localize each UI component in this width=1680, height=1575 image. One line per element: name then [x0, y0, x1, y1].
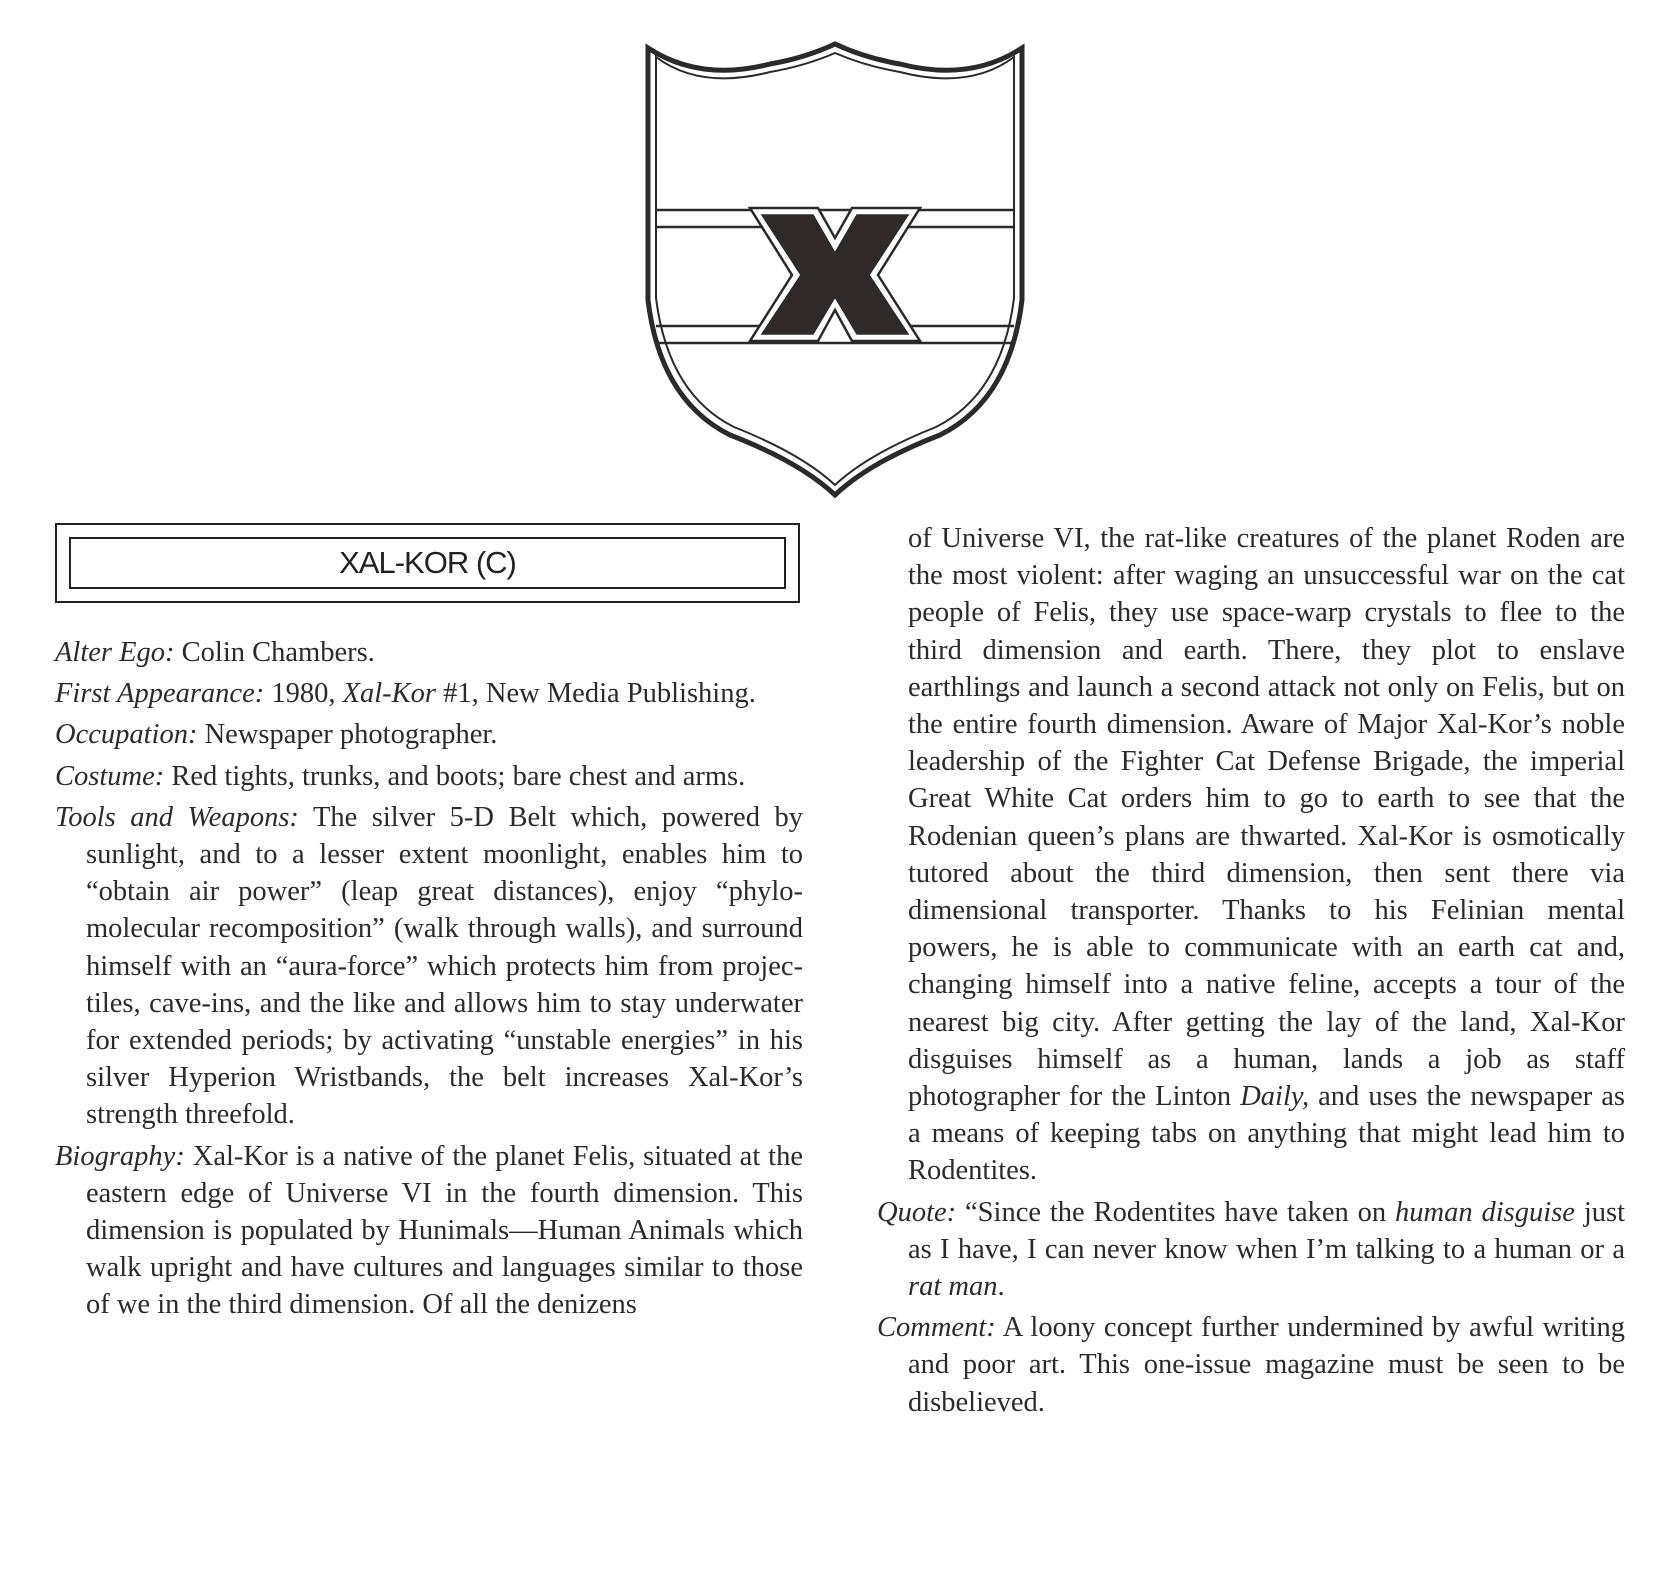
quote-italic-2: rat man [908, 1271, 998, 1303]
comment-value: A loony concept further undermined by awful writing and poor art. This one-issue magazine must be seen to be disbelieved. [908, 1312, 1625, 1418]
biography-text-part2a: of Universe VI, the rat-like creatures of the planet Roden are the most violent: after waging an unsuccessful war on the cat people of Felis, they use space-warp crystals to flee to the third dimension and earth. There, they plot to enslave earthlings and launch a second attack not only on Felis, but on the entire fourth dimension. Aware of Major Xal-Kor’s noble leadership of the Fighter Cat Defense Brigade, the imperial Great White Cat orders him to go to earth to see that the Rodenian queen’s plans are thwarted. Xal-Kor is osmotically tutored about the third dimension, then sent there via dimensional transporter. Thanks to his Felinian mental powers, he is able to communicate with an earth cat and, changing himself into a native feline, accepts a tour of the nearest big city. After getting the lay of the land, Xal-Kor disguises himself as a human, lands a job as staff photographer for the Linton [908, 523, 1625, 1113]
occupation-value: Newspaper photographer. [204, 719, 498, 751]
comment-entry [877, 1309, 1625, 1421]
entry-title: XAL-KOR (C) [69, 537, 786, 589]
alter-ego-label: Alter Ego: [55, 637, 175, 668]
alter-ego-value: Colin Chambers. [181, 637, 375, 668]
biography-text-part1: Xal-Kor is a native of the planet Felis, situated at the eastern edge of Universe VI in the fourth dimension. This dimension is populated by Hunimals—Human Animals which walk upright and have cultures and languages similar to those of we in the third dimension. Of all the denizens [86, 1140, 803, 1321]
biography-continued [877, 520, 1625, 1190]
occupation-entry [55, 716, 803, 753]
title-box [55, 523, 800, 603]
quote-italic-1: human disguise [1395, 1196, 1575, 1228]
biography-entry [55, 1138, 803, 1324]
alter-ego-entry [55, 634, 803, 671]
tools-value: The silver 5-D Belt which, powered by sunlight, and to a lesser extent moonlight, enables him to “obtain air power” (leap great distances), enjoy “phylo-molecular recomposition” (walk through walls), and surround himself with an “aura-force” which protects him from projectiles, cave-ins, and the like and allows him to stay underwater for extended periods; by activating “unstable energies” in his silver Hyperion Wristbands, the belt increases Xal-Kor’s strength threefold. [86, 801, 803, 1131]
first-appearance-entry [55, 675, 803, 712]
quote-label: Quote: [877, 1196, 957, 1228]
comment-label: Comment: [877, 1312, 996, 1344]
costume-entry [55, 758, 803, 795]
tools-label: Tools and Weapons: [55, 801, 299, 833]
biography-text-part2b: and uses the newspaper as a means of keeping tabs on anything that might lead him to Rodentites. [908, 1081, 1626, 1187]
shield-emblem-icon [640, 40, 1030, 500]
biography-label: Biography: [55, 1140, 185, 1172]
first-appearance-year: 1980, [271, 678, 336, 710]
newspaper-name: Daily, [1240, 1081, 1310, 1113]
first-appearance-publisher: #1, New Media Publishing. [443, 678, 756, 710]
first-appearance-label: First Appearance: [55, 678, 265, 710]
quote-entry [877, 1194, 1625, 1306]
quote-text-1: “Since the Rodentites have taken on [965, 1196, 1387, 1228]
costume-label: Costume: [55, 760, 165, 792]
quote-text-3: . [997, 1271, 1005, 1303]
occupation-label: Occupation: [55, 719, 198, 751]
quote-text-2: just as I have, I can never know when I’m talking to a human or a [908, 1196, 1626, 1265]
tools-entry [55, 799, 803, 1134]
first-appearance-title: Xal-Kor [342, 678, 437, 710]
left-column [55, 634, 803, 1328]
right-column [877, 520, 1625, 1425]
costume-value: Red tights, trunks, and boots; bare chest and arms. [171, 760, 746, 792]
